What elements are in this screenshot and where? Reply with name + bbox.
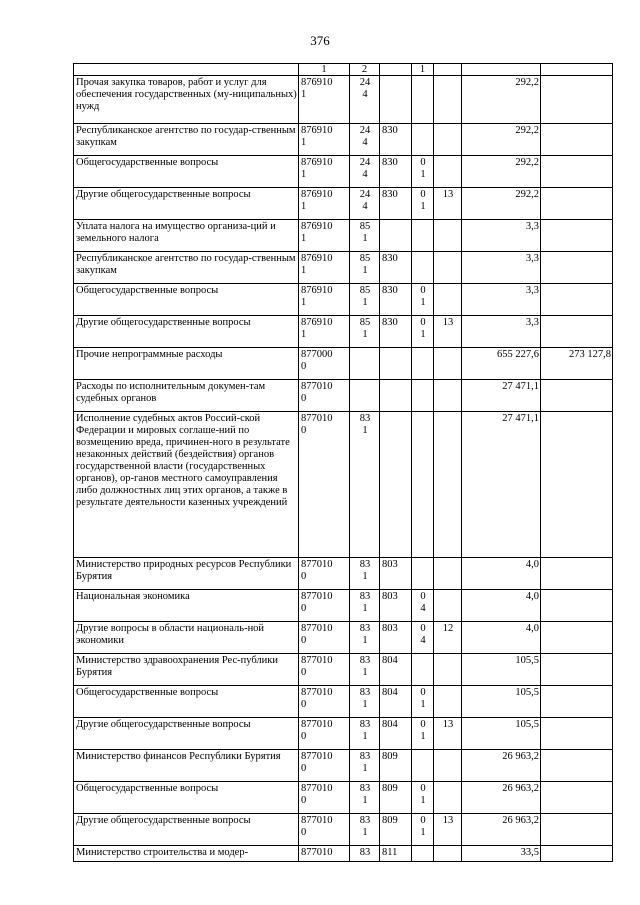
amount-cell: 105,5 <box>462 686 541 718</box>
section-cell <box>412 76 434 124</box>
table-row <box>74 654 613 686</box>
amount-2-cell <box>541 814 613 846</box>
header-cell <box>380 64 412 76</box>
subsection-cell <box>434 348 462 380</box>
expense-type-cell: 83 1 <box>350 782 380 814</box>
amount-2-cell <box>541 654 613 686</box>
row-name-cell: Прочие непрограммные расходы <box>74 348 299 380</box>
table-row <box>74 380 613 412</box>
expense-type-cell <box>350 348 380 380</box>
ministry-code-cell <box>380 348 412 380</box>
expense-type-cell: 83 1 <box>350 558 380 590</box>
table-row <box>74 782 613 814</box>
amount-2-cell <box>541 124 613 156</box>
ministry-code-cell: 804 <box>380 718 412 750</box>
table-row <box>74 718 613 750</box>
table-row <box>74 284 613 316</box>
amount-cell: 292,2 <box>462 188 541 220</box>
amount-cell: 3,3 <box>462 252 541 284</box>
target-article-cell: 876910 1 <box>299 76 350 124</box>
amount-2-cell <box>541 846 613 862</box>
table-row <box>74 76 613 124</box>
column-number-row <box>74 64 613 76</box>
amount-cell: 26 963,2 <box>462 750 541 782</box>
expense-type-cell: 83 <box>350 846 380 862</box>
header-cell: 1 <box>299 64 350 76</box>
subsection-cell: 13 <box>434 814 462 846</box>
ministry-code-cell: 809 <box>380 814 412 846</box>
amount-2-cell <box>541 622 613 654</box>
table-row <box>74 750 613 782</box>
subsection-cell <box>434 220 462 252</box>
table-row <box>74 412 613 558</box>
expense-type-cell: 24 4 <box>350 124 380 156</box>
section-cell: 0 4 <box>412 590 434 622</box>
amount-2-cell <box>541 188 613 220</box>
expense-type-cell: 83 1 <box>350 590 380 622</box>
row-name-cell: Национальная экономика <box>74 590 299 622</box>
subsection-cell <box>434 380 462 412</box>
expense-type-cell: 83 1 <box>350 412 380 558</box>
amount-2-cell <box>541 590 613 622</box>
target-article-cell: 876910 1 <box>299 188 350 220</box>
row-name-cell: Общегосударственные вопросы <box>74 782 299 814</box>
amount-2-cell <box>541 718 613 750</box>
target-article-cell: 877010 0 <box>299 782 350 814</box>
subsection-cell <box>434 76 462 124</box>
row-name-cell: Прочая закупка товаров, работ и услуг для обеспечения государственных (му-ниципальных) нужд <box>74 76 299 124</box>
table-row <box>74 124 613 156</box>
ministry-code-cell: 830 <box>380 156 412 188</box>
amount-2-cell <box>541 284 613 316</box>
amount-cell: 105,5 <box>462 654 541 686</box>
section-cell: 0 1 <box>412 814 434 846</box>
row-name-cell: Общегосударственные вопросы <box>74 686 299 718</box>
amount-2-cell <box>541 252 613 284</box>
section-cell: 0 1 <box>412 718 434 750</box>
expense-type-cell: 83 1 <box>350 686 380 718</box>
section-cell <box>412 750 434 782</box>
section-cell <box>412 558 434 590</box>
amount-cell: 33,5 <box>462 846 541 862</box>
row-name-cell: Министерство финансов Республики Бурятия <box>74 750 299 782</box>
expense-type-cell: 85 1 <box>350 220 380 252</box>
target-article-cell: 877010 0 <box>299 558 350 590</box>
ministry-code-cell <box>380 76 412 124</box>
row-name-cell: Министерство строительства и модер- <box>74 846 299 862</box>
section-cell <box>412 412 434 558</box>
ministry-code-cell: 803 <box>380 590 412 622</box>
section-cell <box>412 846 434 862</box>
row-name-cell: Расходы по исполнительным докумен-там судебных органов <box>74 380 299 412</box>
row-name-cell: Общегосударственные вопросы <box>74 156 299 188</box>
amount-cell: 292,2 <box>462 156 541 188</box>
amount-cell: 105,5 <box>462 718 541 750</box>
expense-type-cell: 83 1 <box>350 654 380 686</box>
subsection-cell <box>434 686 462 718</box>
table-row <box>74 220 613 252</box>
subsection-cell: 13 <box>434 316 462 348</box>
table-row <box>74 558 613 590</box>
target-article-cell: 877000 0 <box>299 348 350 380</box>
row-name-cell: Республиканское агентство по государ-ственным закупкам <box>74 252 299 284</box>
amount-cell: 27 471,1 <box>462 380 541 412</box>
target-article-cell: 876910 1 <box>299 252 350 284</box>
expense-type-cell: 85 1 <box>350 316 380 348</box>
amount-cell: 3,3 <box>462 220 541 252</box>
section-cell <box>412 654 434 686</box>
ministry-code-cell: 804 <box>380 686 412 718</box>
ministry-code-cell: 804 <box>380 654 412 686</box>
section-cell: 0 1 <box>412 686 434 718</box>
table-row <box>74 316 613 348</box>
target-article-cell: 876910 1 <box>299 316 350 348</box>
subsection-cell <box>434 750 462 782</box>
header-cell <box>462 64 541 76</box>
section-cell <box>412 124 434 156</box>
section-cell: 0 1 <box>412 156 434 188</box>
row-name-cell: Общегосударственные вопросы <box>74 284 299 316</box>
amount-cell: 292,2 <box>462 124 541 156</box>
target-article-cell: 876910 1 <box>299 124 350 156</box>
row-name-cell: Другие вопросы в области националь-ной экономики <box>74 622 299 654</box>
target-article-cell: 877010 0 <box>299 814 350 846</box>
amount-cell: 4,0 <box>462 558 541 590</box>
ministry-code-cell <box>380 220 412 252</box>
target-article-cell: 877010 0 <box>299 380 350 412</box>
table-body <box>74 64 613 862</box>
amount-2-cell <box>541 782 613 814</box>
table-row <box>74 622 613 654</box>
section-cell <box>412 348 434 380</box>
table-row <box>74 156 613 188</box>
expense-type-cell: 24 4 <box>350 188 380 220</box>
section-cell: 0 1 <box>412 284 434 316</box>
header-cell: 2 <box>350 64 380 76</box>
expense-type-cell: 85 1 <box>350 284 380 316</box>
ministry-code-cell: 830 <box>380 252 412 284</box>
ministry-code-cell: 809 <box>380 750 412 782</box>
target-article-cell: 876910 1 <box>299 156 350 188</box>
row-name-cell: Исполнение судебных актов Россий-ской Федерации и мировых соглаше-ний по возмещению вреда, причинен-ного в результате незаконных действий (бездействия) органов государственной власти (государственных органов), ор-ганов местного самоуправления либо должностных лиц этих органов, а также в результате деятельности казенных учреждений <box>74 412 299 558</box>
table-row <box>74 348 613 380</box>
row-name-cell: Министерство здравоохранения Рес-публики Бурятия <box>74 654 299 686</box>
amount-2-cell <box>541 412 613 558</box>
amount-2-cell <box>541 380 613 412</box>
amount-cell: 4,0 <box>462 590 541 622</box>
amount-cell: 26 963,2 <box>462 814 541 846</box>
table-row <box>74 252 613 284</box>
subsection-cell <box>434 124 462 156</box>
table-row <box>74 814 613 846</box>
ministry-code-cell: 830 <box>380 124 412 156</box>
amount-2-cell <box>541 686 613 718</box>
amount-cell: 655 227,6 <box>462 348 541 380</box>
target-article-cell: 877010 0 <box>299 718 350 750</box>
row-name-cell: Уплата налога на имущество организа-ций и земельного налога <box>74 220 299 252</box>
amount-cell: 4,0 <box>462 622 541 654</box>
expense-type-cell: 83 1 <box>350 622 380 654</box>
target-article-cell: 877010 0 <box>299 686 350 718</box>
amount-2-cell <box>541 750 613 782</box>
ministry-code-cell: 803 <box>380 558 412 590</box>
amount-2-cell: 273 127,8 <box>541 348 613 380</box>
amount-2-cell <box>541 76 613 124</box>
section-cell: 0 1 <box>412 316 434 348</box>
row-name-cell: Другие общегосударственные вопросы <box>74 814 299 846</box>
subsection-cell <box>434 558 462 590</box>
table-row <box>74 590 613 622</box>
subsection-cell <box>434 846 462 862</box>
row-name-cell: Другие общегосударственные вопросы <box>74 188 299 220</box>
ministry-code-cell <box>380 380 412 412</box>
subsection-cell <box>434 284 462 316</box>
ministry-code-cell: 830 <box>380 284 412 316</box>
ministry-code-cell: 830 <box>380 316 412 348</box>
ministry-code-cell: 811 <box>380 846 412 862</box>
section-cell: 0 4 <box>412 622 434 654</box>
table-row <box>74 846 613 862</box>
target-article-cell: 877010 0 <box>299 412 350 558</box>
amount-2-cell <box>541 316 613 348</box>
target-article-cell: 876910 1 <box>299 220 350 252</box>
target-article-cell: 877010 0 <box>299 590 350 622</box>
row-name-cell: Другие общегосударственные вопросы <box>74 316 299 348</box>
section-cell <box>412 380 434 412</box>
ministry-code-cell: 803 <box>380 622 412 654</box>
ministry-code-cell <box>380 412 412 558</box>
header-cell <box>541 64 613 76</box>
row-name-cell: Министерство природных ресурсов Республики Бурятия <box>74 558 299 590</box>
section-cell: 0 1 <box>412 782 434 814</box>
amount-cell: 3,3 <box>462 284 541 316</box>
target-article-cell: 877010 0 <box>299 622 350 654</box>
expense-type-cell: 24 4 <box>350 76 380 124</box>
page-number: 376 <box>310 33 330 48</box>
budget-table <box>73 63 613 862</box>
expense-type-cell: 85 1 <box>350 252 380 284</box>
subsection-cell: 12 <box>434 622 462 654</box>
expense-type-cell: 83 1 <box>350 814 380 846</box>
amount-2-cell <box>541 558 613 590</box>
header-cell <box>434 64 462 76</box>
expense-type-cell: 83 1 <box>350 718 380 750</box>
subsection-cell <box>434 590 462 622</box>
subsection-cell <box>434 654 462 686</box>
subsection-cell: 13 <box>434 188 462 220</box>
header-cell: 1 <box>412 64 434 76</box>
subsection-cell: 13 <box>434 718 462 750</box>
expense-type-cell: 83 1 <box>350 750 380 782</box>
table-row <box>74 188 613 220</box>
amount-cell: 292,2 <box>462 76 541 124</box>
row-name-cell: Республиканское агентство по государ-ственным закупкам <box>74 124 299 156</box>
section-cell <box>412 252 434 284</box>
target-article-cell: 877010 0 <box>299 750 350 782</box>
row-name-cell: Другие общегосударственные вопросы <box>74 718 299 750</box>
subsection-cell <box>434 252 462 284</box>
expense-type-cell <box>350 380 380 412</box>
section-cell <box>412 220 434 252</box>
target-article-cell: 876910 1 <box>299 284 350 316</box>
header-cell <box>74 64 299 76</box>
amount-cell: 26 963,2 <box>462 782 541 814</box>
section-cell: 0 1 <box>412 188 434 220</box>
target-article-cell: 877010 0 <box>299 654 350 686</box>
ministry-code-cell: 809 <box>380 782 412 814</box>
subsection-cell <box>434 782 462 814</box>
table-row <box>74 686 613 718</box>
amount-cell: 3,3 <box>462 316 541 348</box>
amount-2-cell <box>541 156 613 188</box>
amount-2-cell <box>541 220 613 252</box>
expense-type-cell: 24 4 <box>350 156 380 188</box>
target-article-cell: 877010 <box>299 846 350 862</box>
ministry-code-cell: 830 <box>380 188 412 220</box>
subsection-cell <box>434 412 462 558</box>
amount-cell: 27 471,1 <box>462 412 541 558</box>
subsection-cell <box>434 156 462 188</box>
